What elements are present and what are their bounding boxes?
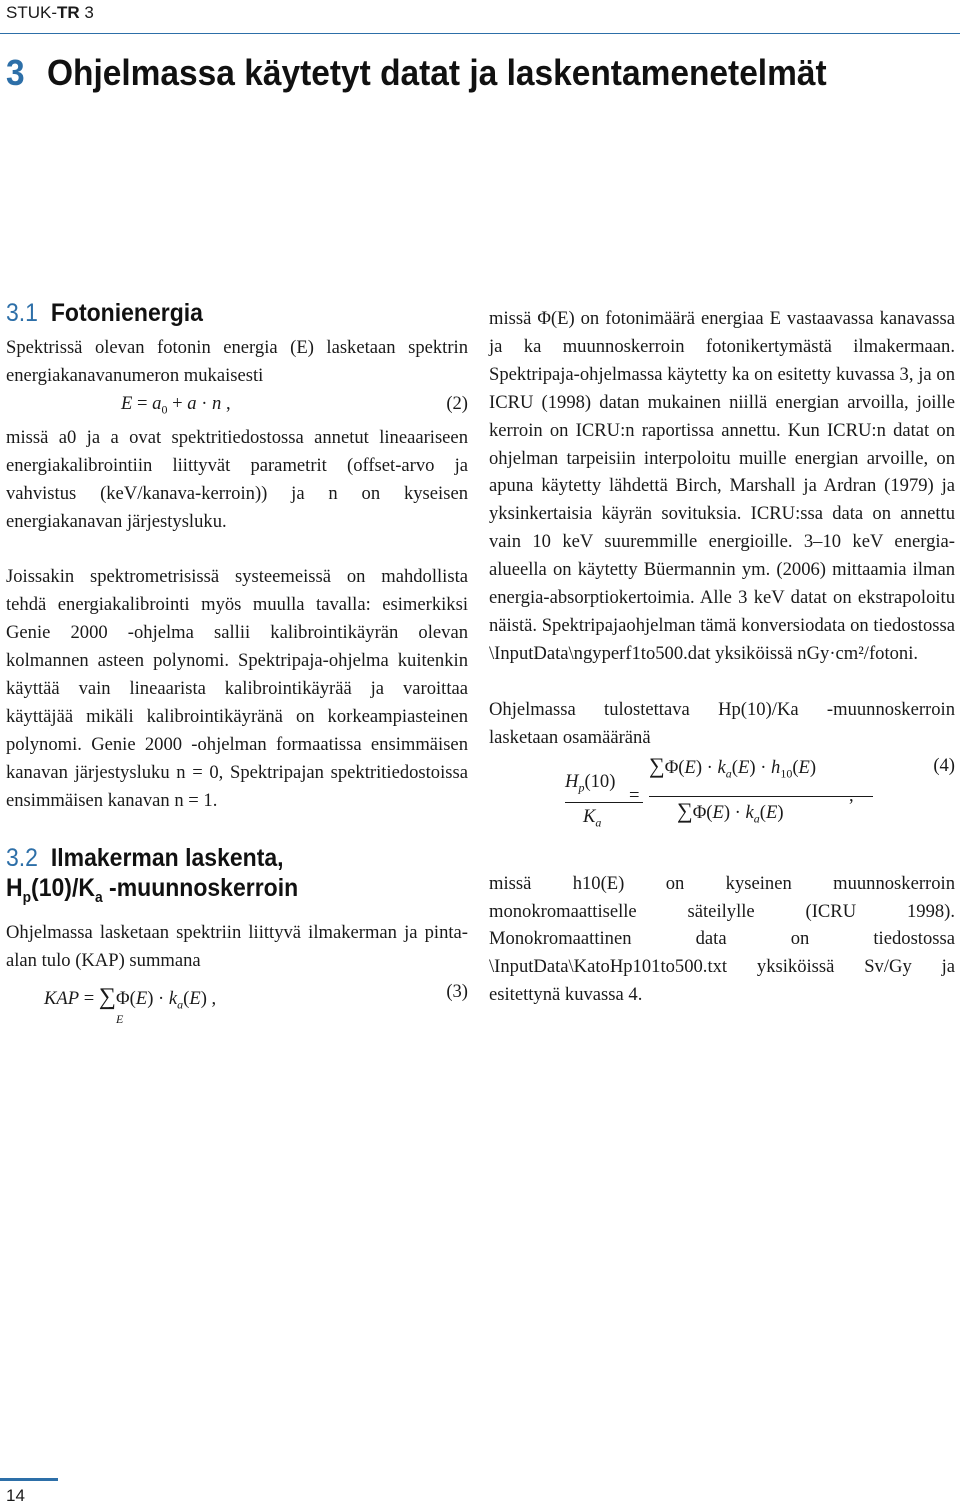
left-column [6, 299, 468, 1027]
header-rule [0, 33, 960, 34]
equation-3-formula: KAP = $\sum\Phi(E) \cdot k_a(E)$ , [44, 984, 217, 1013]
running-header: STUK-TR 3 [6, 3, 94, 22]
equation-2-number: (2) [446, 392, 468, 414]
equation-2-formula: $E = a_0 + a \cdot n$ , [121, 392, 231, 417]
right-paragraph-3: missä h10(E) on kyseinen muunnoskerroin monokromaattiselle säteilylle (ICRU 1998). Monokromaattinen data on tiedostossa \InputData\KatoHp101to500.txt yksiköissä Sv/Gy ja esitettynä kuvassa 4. [489, 872, 955, 1006]
right-paragraph-2: Ohjelmassa tulostettava Hp(10)/Ka -muunnoskerroin lasketaan osamääränä [489, 698, 955, 748]
chapter-title-text: Ohjelmassa käytetyt datat ja laskentamenetelmät [46, 52, 827, 93]
section-3-2-heading: 3.2 Ilmakerman laskenta, $H_p(10)/K_a$ -muunnoskerroin [6, 843, 431, 913]
section-3-1-paragraph-1: Spektrissä olevan fotonin energia (E) lasketaan spektrin energiakanavanumeron mukaisesti [6, 337, 468, 386]
section-3-1-paragraph-2: missä a0 ja a ovat spektritiedostossa annetut lineaariseen energiakalibrointiin liittyvät parametrit (offset-arvo ja vahvistus (keV/kanava-kerroin)) ja n on kyseisen energiakanavan järjestysluku. [6, 426, 468, 532]
footer-rule [0, 1478, 58, 1481]
equation-4: $\frac{H_p(10)}{K_a}$ = $\frac{\sum\Phi(E) \cdot k_a(E) \cdot h_{10}(E)}{\sum\Phi(E) \cdot k_a(E)}$ , (4) [489, 752, 955, 848]
equation-4-lhs: $\frac{H_p(10)}{K_a}$ [565, 768, 643, 838]
section-3-2-heading-line-2: $H_p(10)/K_a$ -muunnoskerroin [6, 873, 299, 906]
equation-4-rhs: $\frac{\sum\Phi(E) \cdot k_a(E) \cdot h_{10}(E)}{\sum\Phi(E) \cdot k_a(E)}$ [649, 752, 873, 834]
section-3-1-paragraph-3: Joissakin spektrometrisissä systeemeissä on mahdollista tehdä energiakalibrointi myös muulla tavalla: esimerkiksi Genie 2000 -ohjelma sallii kalibrointikäyrän olevan kolmannen asteen polynomi. Spektripaja-ohjelma kuitenkin käyttää vain lineaarista kalibrointikäyrää ja varoittaa käyttäjää mikäli kalibrointikäyränä on korkeampiasteinen polynomi. Genie 2000 -ohjelman formaatissa ensimmäisen kanavan järjestysluku n = 0, Spektripajan spektritiedostoissa ensimmäisen kanavan n = 1. [6, 566, 468, 811]
equation-2 [6, 390, 468, 420]
section-3-1-heading: 3.1 Fotonienergia [6, 299, 203, 327]
equation-3: KAP = $\sum\Phi(E) \cdot k_a(E)$ , E (3) [6, 974, 468, 1022]
chapter-title [6, 52, 827, 94]
equation-3-number: (3) [446, 981, 468, 1003]
right-column [489, 305, 955, 1009]
page-number: 14 [6, 1486, 25, 1505]
equation-4-number: (4) [933, 754, 955, 776]
chapter-number: 3 [6, 52, 25, 93]
right-paragraph-1: missä Φ(E) on fotonimäärä energiaa E vastaavassa kanavassa ja ka muunnoskerroin fotonikertymästä ilmakermaan. Spektripaja-ohjelmassa käytetty ka on esitetty kuvassa 3, ja on ICRU (1998) datan mukainen niillä energian arvoilla, joille kerroin on ICRU:n raportissa annettu. Kun ICRU:n datat on ohjelman tarpeisiin interpoloitu muille energian arvoille, on apuna käytetty lähdettä Birch, Marshall ja Ardran (1979) ja yksinkertaisia käyrän sovituksia. ICRU:ssa data on annettu vain 10 keV suuremmille energioille. 3–10 keV energia-alueella on käytetty Büermannin ym. (2006) mittaamia ilman energia-absorptiokertoimia. Alle 3 keV datat on ekstrapoloitu näistä. Spektripajaohjelman tämä konversiodata on tiedostossa \InputData\ngyperf1to500.dat yksiköissä nGy·cm²/fotoni. [489, 308, 955, 664]
section-3-2-paragraph-1: Ohjelmassa lasketaan spektriin liittyvä ilmakerman ja pinta-alan tulo (KAP) summana [6, 921, 468, 971]
